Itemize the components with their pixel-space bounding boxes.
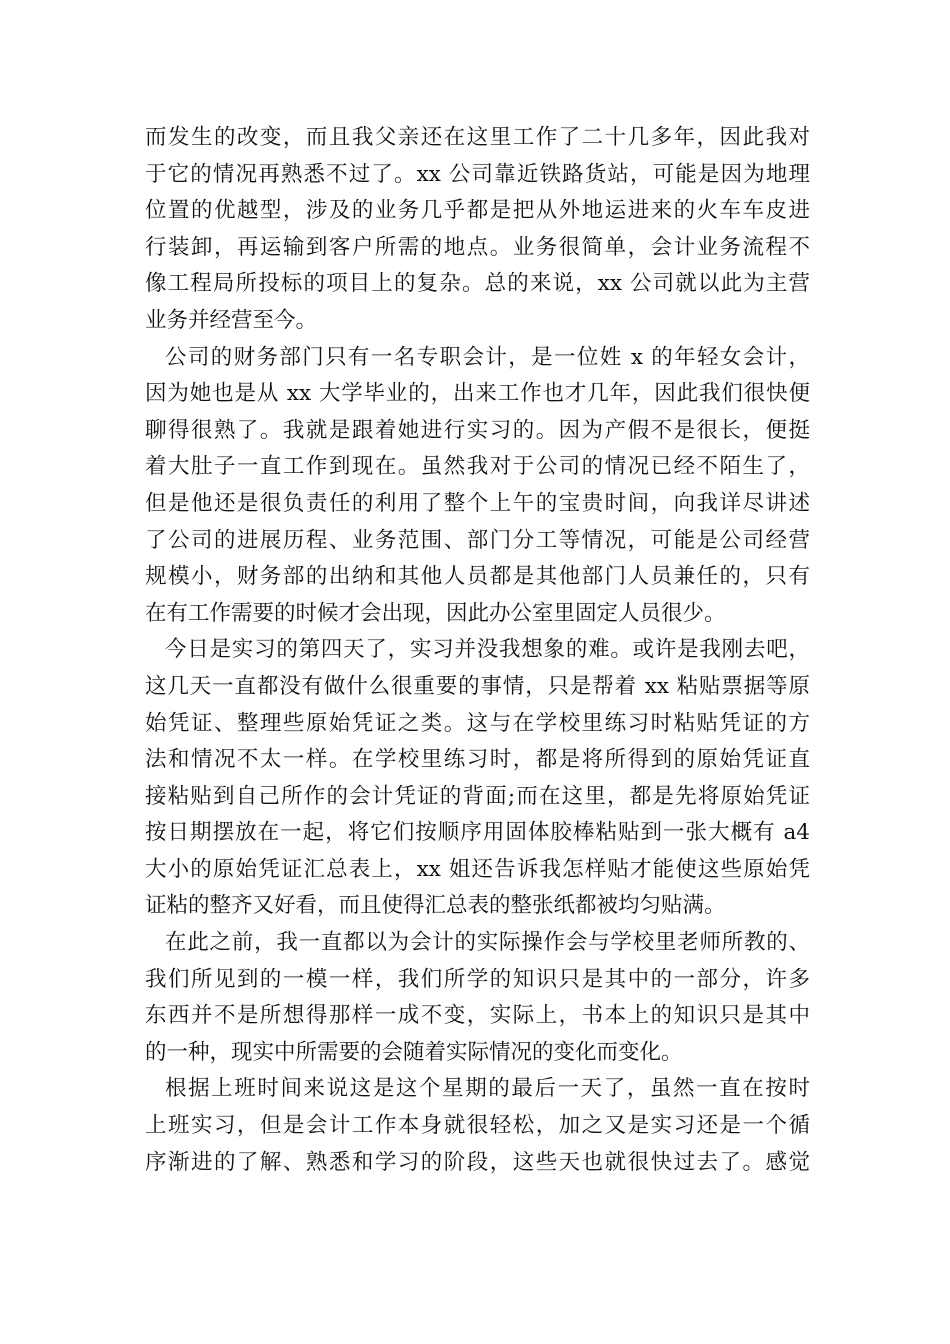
text-line: 规模小，财务部的出纳和其他人员都是其他部门人员兼任的，只有 [145,564,810,590]
text-line: 公司的财务部门只有一名专职会计，是一位姓 x 的年轻女会计， [165,344,810,370]
text-line: 今日是实习的第四天了，实习并没我想象的难。或许是我刚去吧， [165,637,810,663]
text-line: 了公司的进展历程、业务范围、部门分工等情况，可能是公司经营 [145,527,810,553]
text-line: 的一种，现实中所需要的会随着实际情况的变化而变化。 [145,1039,683,1065]
text-line: 业务并经营至今。 [145,307,318,333]
text-line: 序渐进的了解、熟悉和学习的阶段，这些天也就很快过去了。感觉 [145,1149,810,1175]
text-line: 而发生的改变，而且我父亲还在这里工作了二十几多年，因此我对 [145,125,810,150]
text-line: 聊得很熟了。我就是跟着她进行实习的。因为产假不是很长，便挺 [145,417,810,443]
text-line: 位置的优越型，涉及的业务几乎都是把从外地运进来的火车车皮进 [145,198,810,224]
text-line: 行装卸，再运输到客户所需的地点。业务很简单，会计业务流程不 [145,234,810,260]
text-line: 证粘的整齐又好看，而且使得汇总表的整张纸都被均匀贴满。 [145,893,726,919]
text-line: 着大肚子一直工作到现在。虽然我对于公司的情况已经不陌生了， [145,454,810,480]
paragraph-4 [145,925,810,1071]
text-line: 东西并不是所想得那样一成不变，实际上，书本上的知识只是其中 [145,1003,810,1029]
text-line: 上班实习，但是会计工作本身就很轻松，加之又是实习还是一个循 [145,1113,810,1139]
paragraph-2 [145,340,810,633]
text-line: 大小的原始凭证汇总表上，xx 姐还告诉我怎样贴才能使这些原始凭 [145,856,810,882]
text-line: 根据上班时间来说这是这个星期的最后一天了，虽然一直在按时 [165,1076,810,1102]
text-line: 始凭证、整理些原始凭证之类。这与在学校里练习时粘贴凭证的方 [145,710,810,736]
text-line: 因为她也是从 xx 大学毕业的，出来工作也才几年，因此我们很快便 [145,381,810,407]
text-line: 在此之前，我一直都以为会计的实际操作会与学校里老师所教的、 [165,930,810,956]
paragraph-1 [145,120,810,340]
text-line: 我们所见到的一模一样，我们所学的知识只是其中的一部分，许多 [145,966,810,992]
text-line: 在有工作需要的时候才会出现，因此办公室里固定人员很少。 [145,600,726,626]
text-line: 这几天一直都没有做什么很重要的事情，只是帮着 xx 粘贴票据等原 [145,673,810,699]
text-line: 接粘贴到自己所作的会计凭证的背面;而在这里，都是先将原始凭证 [145,783,810,809]
document-body [145,120,810,1181]
text-line: 于它的情况再熟悉不过了。xx 公司靠近铁路货站，可能是因为地理 [145,161,810,187]
text-line: 按日期摆放在一起，将它们按顺序用固体胶棒粘贴到一张大概有 a4 [145,820,810,846]
paragraph-5 [145,1071,810,1181]
text-line: 但是他还是很负责任的利用了整个上午的宝贵时间，向我详尽讲述 [145,490,810,516]
paragraph-3 [145,632,810,925]
text-line: 法和情况不太一样。在学校里练习时，都是将所得到的原始凭证直 [145,747,810,773]
text-line: 像工程局所投标的项目上的复杂。总的来说，xx 公司就以此为主营 [145,271,810,297]
